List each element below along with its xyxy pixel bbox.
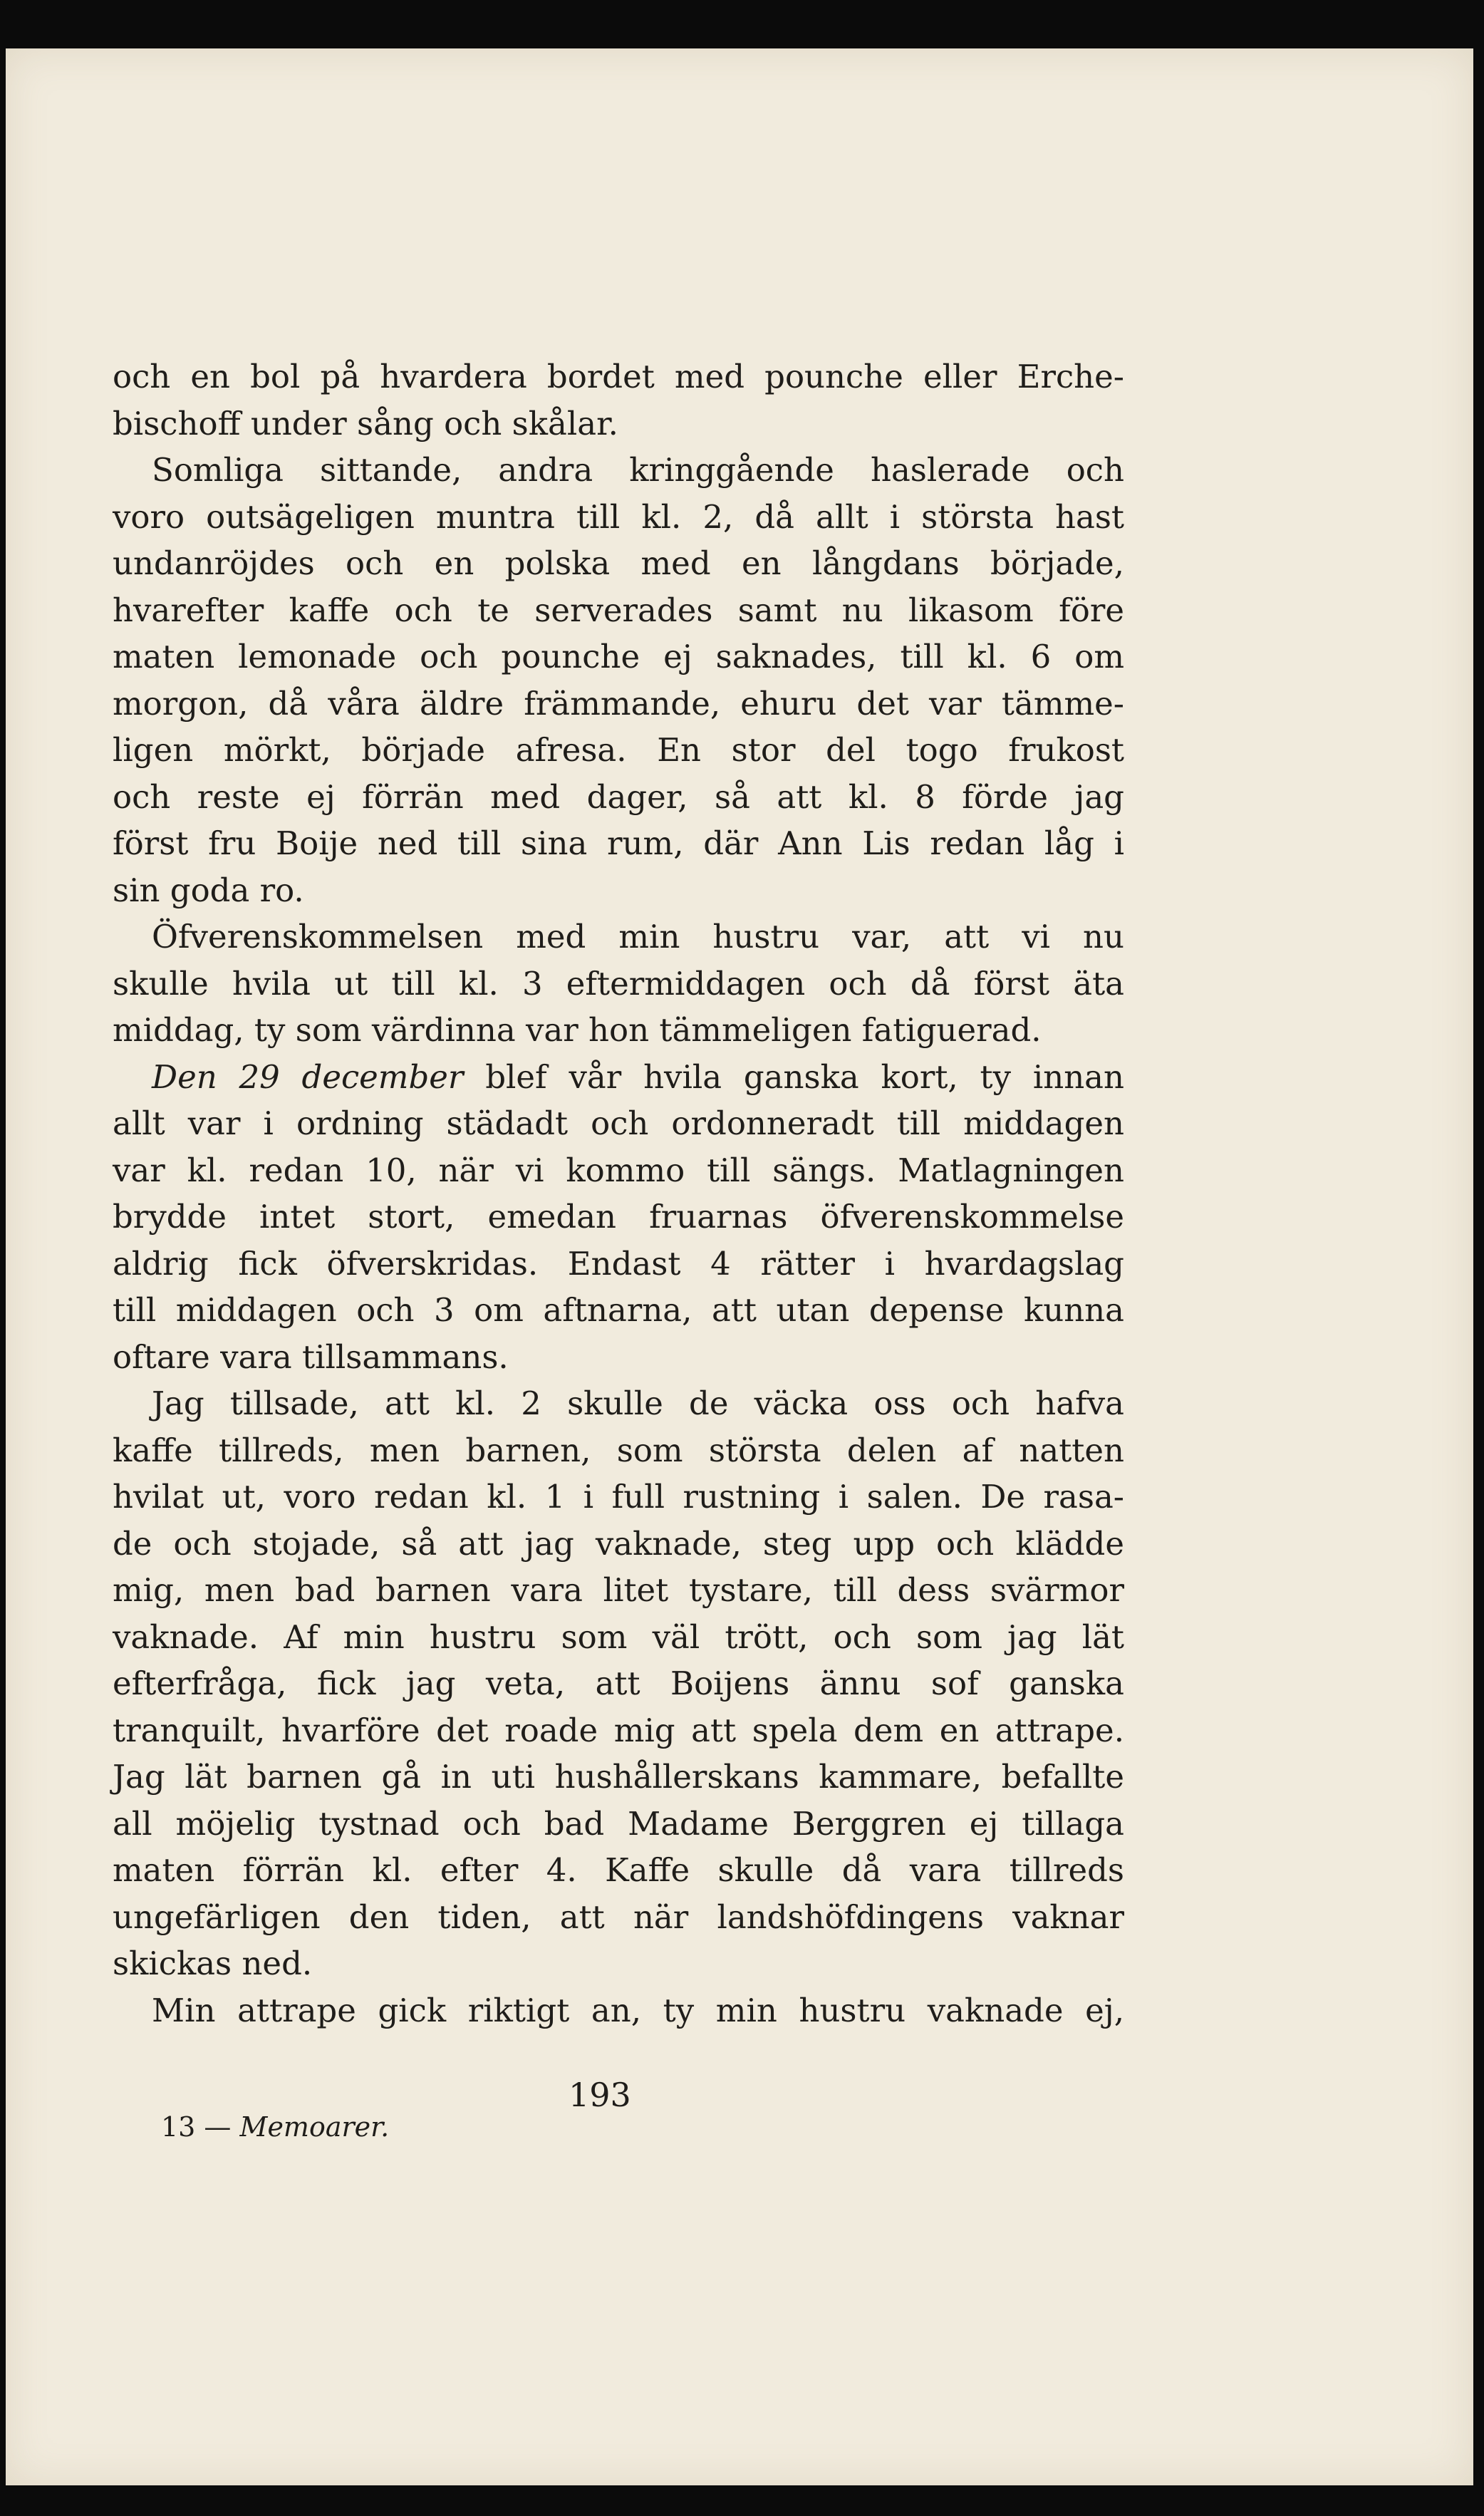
- text-line: all möjelig tystnad och bad Madame Berggren ej tillaga: [113, 1804, 1124, 1843]
- text-line: Min attrape gick riktigt an, ty min hustru vaknade ej,: [152, 1991, 1124, 2029]
- text-line: skulle hvila ut till kl. 3 eftermiddagen och då först äta: [113, 964, 1124, 1003]
- text-line: Somliga sittande, andra kringgående haslerade och: [152, 451, 1124, 489]
- text-line-remainder: blef vår hvila ganska kort, ty innan: [463, 1057, 1124, 1096]
- text-line: skickas ned.: [113, 1945, 313, 1982]
- text-line: Jag tillsade, att kl. 2 skulle de väcka oss och hafva: [152, 1384, 1124, 1422]
- text-line: ungefärligen den tiden, att när landshöfdingens vaknar: [113, 1898, 1124, 1936]
- text-line: först fru Boije ned till sina rum, där Ann Lis redan låg i: [113, 824, 1124, 862]
- text-line: maten lemonade och pounche ej saknades, till kl. 6 om: [113, 638, 1124, 675]
- text-line: brydde intet stort, emedan fruarnas öfverenskommelse: [113, 1198, 1124, 1236]
- page-number: 193: [569, 2076, 631, 2114]
- paragraph-6: [113, 1987, 1124, 2034]
- text-line: undanröjdes och en polska med en långdans började,: [113, 544, 1124, 582]
- text-line: ligen mörkt, började afresa. En stor del togo frukost: [113, 731, 1124, 769]
- paragraph-2: [113, 447, 1124, 913]
- text-line: och reste ej förrän med dager, så att kl. 8 förde jag: [113, 777, 1124, 816]
- text-line: Jag lät barnen gå in uti hushållerskans kammare, befallte: [113, 1758, 1124, 1796]
- text-line: Öfverenskommelsen med min hustru var, att vi nu: [152, 918, 1124, 956]
- signature-number: 13 —: [161, 2111, 232, 2143]
- text-line: aldrig fick öfverskridas. Endast 4 rätter i hvardagslag: [113, 1244, 1124, 1283]
- italic-date: Den 29 december: [152, 1057, 464, 1096]
- text-line: hvarefter kaffe och te serverades samt nu likasom före: [113, 591, 1124, 629]
- text-line: hvilat ut, voro redan kl. 1 i full rustning i salen. De rasa-: [113, 1478, 1124, 1516]
- text-line: [113, 1054, 1124, 1101]
- text-line: allt var i ordning städadt och ordonneradt till middagen: [113, 1104, 1124, 1142]
- paragraph-4: [113, 1054, 1124, 1381]
- text-line: bischoff under sång och skålar.: [113, 404, 618, 442]
- text-line: sin goda ro.: [113, 871, 304, 909]
- text-line: vaknade. Af min hustru som väl trött, och som jag lät: [113, 1617, 1124, 1656]
- paragraph-1: [113, 353, 1124, 447]
- body-text: [113, 353, 1124, 2034]
- paragraph-3: [113, 913, 1124, 1054]
- text-line: de och stojade, så att jag vaknade, steg upp och klädde: [113, 1524, 1124, 1563]
- text-line: kaffe tillreds, men barnen, som största delen af natten: [113, 1431, 1124, 1469]
- signature-title: Memoarer.: [239, 2111, 390, 2143]
- printer-signature: [161, 2111, 389, 2143]
- book-page: [6, 48, 1473, 2485]
- text-line: middag, ty som värdinna var hon tämmeligen fatiguerad.: [113, 1011, 1042, 1049]
- text-line: och en bol på hvardera bordet med pounche eller Erche-: [113, 358, 1124, 395]
- text-line: maten förrän kl. efter 4. Kaffe skulle då vara tillreds: [113, 1851, 1124, 1889]
- text-line: var kl. redan 10, när vi kommo till sängs. Matlagningen: [113, 1151, 1124, 1189]
- text-line: till middagen och 3 om aftnarna, att utan depense kunna: [113, 1291, 1124, 1329]
- text-line: oftare vara tillsammans.: [113, 1337, 509, 1376]
- text-line: voro outsägeligen muntra till kl. 2, då allt i största hast: [113, 497, 1124, 536]
- paragraph-5: [113, 1380, 1124, 1987]
- text-line: tranquilt, hvarföre det roade mig att spela dem en attrape.: [113, 1711, 1124, 1749]
- text-line: efterfråga, fick jag veta, att Boijens ännu sof ganska: [113, 1665, 1124, 1702]
- text-line: morgon, då våra äldre främmande, ehuru det var tämme-: [113, 684, 1124, 723]
- text-line: mig, men bad barnen vara litet tystare, till dess svärmor: [113, 1571, 1124, 1609]
